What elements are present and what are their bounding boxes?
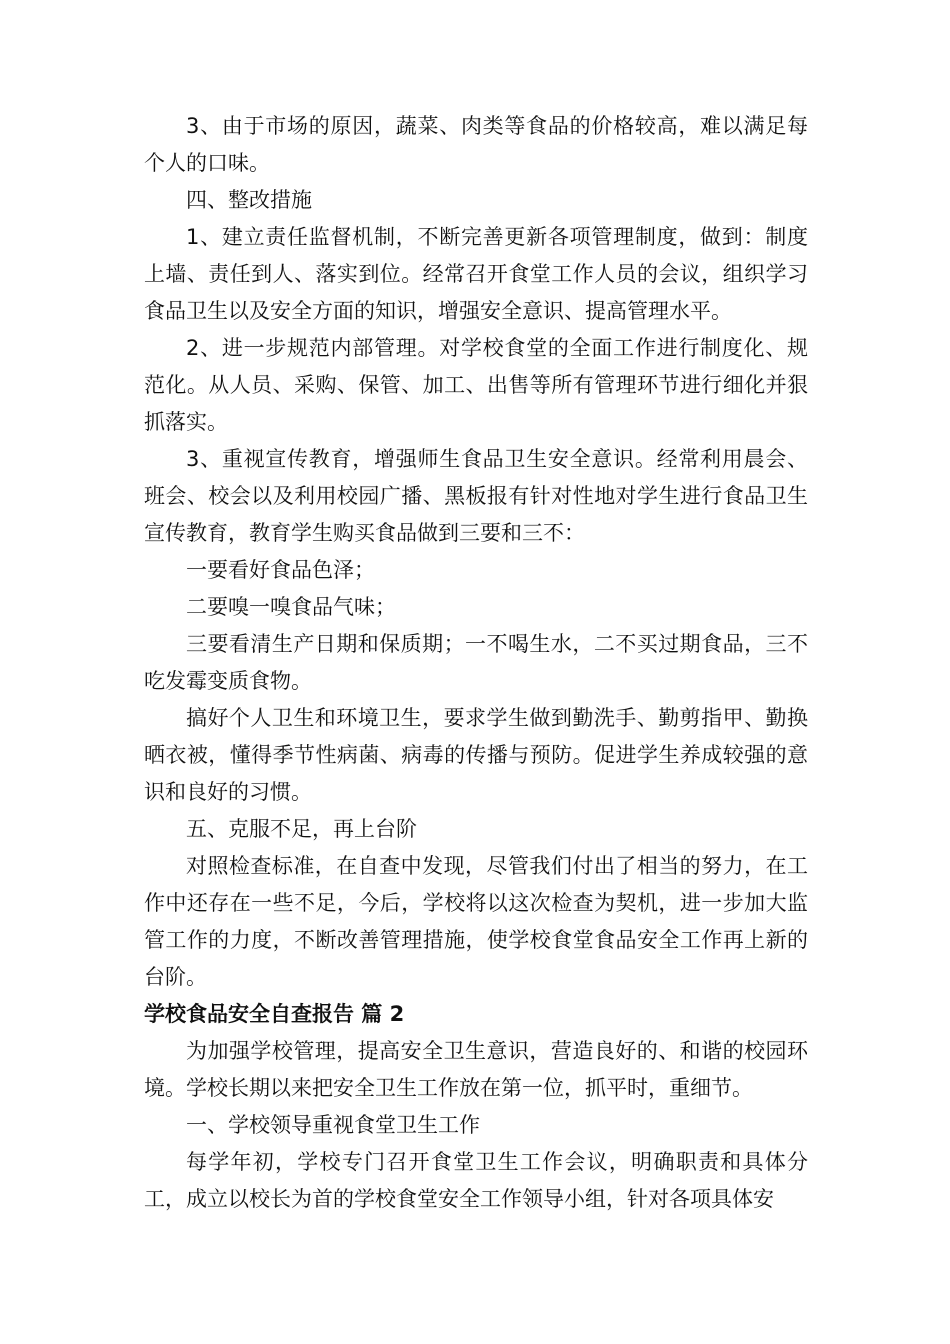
- paragraph: 3、重视宣传教育，增强师生食品卫生安全意识。经常利用晨会、班会、校会以及利用校园广播、黑板报有针对性地对学生进行食品卫生宣传教育，教育学生购买食品做到三要和三不：: [144, 447, 808, 545]
- paragraph: 每学年初，学校专门召开食堂卫生工作会议，明确职责和具体分工，成立以校长为首的学校食堂安全工作领导小组，针对各项具体安: [144, 1150, 808, 1211]
- paragraph: 二要嗅一嗅食品气味；: [186, 595, 396, 619]
- document-body: [144, 108, 808, 1218]
- paragraph: 对照检查标准，在自查中发现，尽管我们付出了相当的努力，在工作中还存在一些不足，今后，学校将以这次检查为契机，进一步加大监管工作的力度，不断改善管理措施，使学校食堂食品安全工作再上新的台阶。: [144, 854, 808, 989]
- paragraph: 一、学校领导重视食堂卫生工作: [186, 1113, 480, 1137]
- paragraph: 为加强学校管理，提高安全卫生意识，营造良好的、和谐的校园环境。学校长期以来把安全卫生工作放在第一位，抓平时，重细节。: [144, 1039, 808, 1100]
- paragraph: 四、整改措施: [186, 188, 312, 212]
- section-heading: 学校食品安全自查报告 篇 2: [144, 1002, 405, 1026]
- paragraph: 2、进一步规范内部管理。对学校食堂的全面工作进行制度化、规范化。从人员、采购、保管、加工、出售等所有管理环节进行细化并狠抓落实。: [144, 336, 808, 434]
- paragraph: 3、由于市场的原因，蔬菜、肉类等食品的价格较高，难以满足每个人的口味。: [144, 114, 808, 175]
- paragraph: 1、建立责任监督机制，不断完善更新各项管理制度，做到：制度上墙、责任到人、落实到位。经常召开食堂工作人员的会议，组织学习食品卫生以及安全方面的知识，增强安全意识、提高管理水平。: [144, 225, 808, 323]
- paragraph: 五、克服不足，再上台阶: [186, 817, 417, 841]
- paragraph: 搞好个人卫生和环境卫生，要求学生做到勤洗手、勤剪指甲、勤换晒衣被，懂得季节性病菌、病毒的传播与预防。促进学生养成较强的意识和良好的习惯。: [144, 706, 808, 804]
- paragraph: 三要看清生产日期和保质期；一不喝生水，二不买过期食品，三不吃发霉变质食物。: [144, 632, 808, 693]
- paragraph: 一要看好食品色泽；: [186, 558, 375, 582]
